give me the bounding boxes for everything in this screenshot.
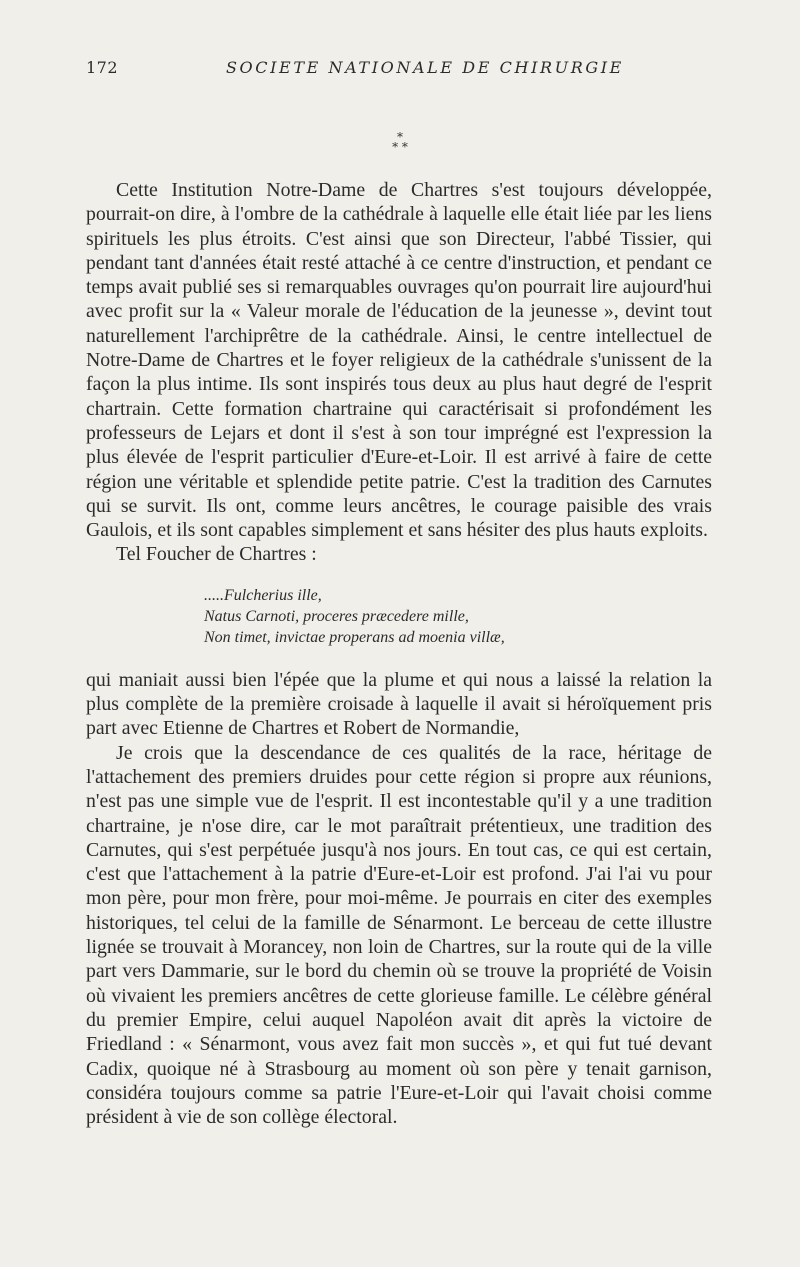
paragraph-senarmont: Je crois que la descendance de ces qualités de la race, héritage de l'attachement des premiers druides pour cette région si propre aux réunions, n'est pas une simple vue de l'esprit. Il est incontestable qu'il y a une tradition chartraine, je n'ose dire, car le mot paraîtrait prétentieux, une tradition des Carnutes, qui s'est perpétuée jusqu'à nos jours. En tout cas, ce qui est certain, c'est que l'attachement à la patrie d'Eure-et-Loir est profond. J'ai l'ai vu pour mon père, pour mon frère, pour moi-même. Je pourrais en citer des exemples historiques, tel celui de la famille de Sénarmont. Le berceau de cette illustre lignée se trouvait à Morancey, non loin de Chartres, sur la route qui de la ville part vers Dammarie, sur le bord du chemin où se trouve la propriété de Voisin où vivaient les premiers ancêtres de cette glorieuse famille. Le célèbre général du premier Empire, celui auquel Napoléon avait dit après la victoire de Friedland : « Sénarmont, vous avez fait mon succès », et qui fut tué devant Cadix, quoique né à Strasbourg au moment où son père y tenait garnison, considéra toujours comme sa patrie l'Eure-et-Loir qui l'avait choisi comme président à vie de son collège électoral. bbox=[86, 741, 712, 1129]
verse-line: .....Fulcherius ille, bbox=[204, 586, 322, 604]
latin-verse bbox=[204, 585, 712, 648]
page-header bbox=[86, 58, 716, 84]
paragraph-institution: Cette Institution Notre-Dame de Chartres s'est toujours développée, pourrait-on dire, à l'ombre de la cathédrale à laquelle elle était liée par les liens spirituels les plus étroits. C'est ainsi que son Directeur, l'abbé Tissier, qui pendant tant d'années était resté attaché à ce centre d'instruction, et pendant ce temps avait publié ses si remarquables ouvrages qu'on pourrait lire aujourd'hui avec profit sur la « Valeur morale de l'éducation de la jeunesse », devint tout naturellement l'archiprêtre de la cathédrale. Ainsi, le centre intellectuel de Notre-Dame de Chartres et le foyer religieux de la cathédrale s'unissent de la façon la plus intime. Ils sont inspirés tous deux au plus haut degré de l'esprit chartrain. Cette formation chartraine qui caractérisait si profondément les professeurs de Lejars et dont il s'est à son tour imprégné est l'expression la plus élevée de l'esprit particulier d'Eure-et-Loir. Il est arrivé à faire de cette région une véritable et splendide petite patrie. C'est la tradition des Carnutes qui se survit. Ils ont, comme leurs ancêtres, le courage paisible des vrais Gaulois, et ils sont capables simplement et sans hésiter des plus hauts exploits. bbox=[86, 179, 712, 542]
verse-line: Non timet, invictae properans ad moenia villæ, bbox=[204, 628, 505, 646]
asterism-divider bbox=[0, 132, 800, 152]
running-title: SOCIETE NATIONALE DE CHIRURGIE bbox=[226, 58, 624, 77]
page-number: 172 bbox=[86, 58, 119, 77]
body-text bbox=[86, 178, 712, 1129]
paragraph-croisade: qui maniait aussi bien l'épée que la plume et qui nous a laissé la relation la plus complète de la première croisade à laquelle il avait si héroïquement pris part avec Etienne de Chartres et Robert de Normandie, bbox=[86, 668, 712, 740]
asterism-bottom: * * bbox=[392, 140, 408, 154]
paragraph-foucher-intro: Tel Foucher de Chartres : bbox=[116, 543, 317, 566]
asterism-top: * bbox=[397, 130, 403, 144]
verse-line: Natus Carnoti, proceres præcedere mille, bbox=[204, 607, 469, 625]
